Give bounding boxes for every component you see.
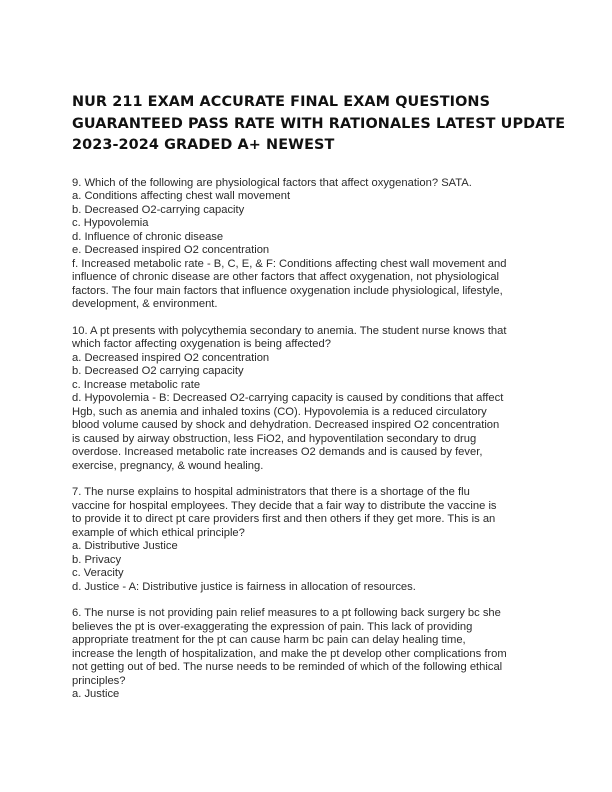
answer-rationale: d. Hypovolemia - B: Decreased O2-carrying capacity is caused by conditions that affect: [72, 392, 504, 405]
question-text: 9. Which of the following are physiological factors that affect oxygenation? SATA.: [72, 177, 472, 189]
title-line: GUARANTEED PASS RATE WITH RATIONALES LATEST UPDATE: [72, 115, 566, 132]
answer-rationale: is caused by airway obstruction, less FiO2, and hypoventilation secondary to drug: [72, 432, 477, 445]
answer-option: c. Increase metabolic rate: [72, 378, 201, 391]
answer-rationale: influence of chronic disease are other factors that affect oxygenation, not physiological: [72, 271, 500, 284]
question-text: example of which ethical principle?: [72, 526, 245, 539]
question-text: to provide it to direct pt care providers first and then others if they get more. This is an: [72, 513, 496, 526]
answer-option: a. Distributive Justice: [72, 540, 178, 553]
answer-option: b. Privacy: [72, 553, 122, 566]
answer-option: a. Decreased inspired O2 concentration: [72, 351, 270, 364]
answer-option: c. Hypovolemia: [72, 217, 149, 230]
question-text: principles?: [72, 674, 126, 687]
question-text: increase the length of hospitalization, and make the pt develop other complications from: [72, 647, 507, 660]
answer-rationale: factors. The four main factors that influence oxygenation include physiological, lifestyle,: [72, 284, 503, 297]
question-block: [72, 486, 542, 594]
question-text: believes the pt is over-exaggerating the expression of pain. This lack of providing: [72, 620, 473, 633]
answer-option: c. Veracity: [72, 567, 124, 580]
paragraph-gap: [72, 312, 542, 325]
question-text: vaccine for hospital employees. They decide that a fair way to distribute the vaccine is: [72, 499, 497, 512]
question-text: not getting out of bed. The nurse needs to be reminded of which of the following ethical: [72, 661, 503, 674]
answer-option: e. Decreased inspired O2 concentration: [72, 244, 270, 257]
paragraph-gap: [72, 473, 542, 486]
answer-option: b. Decreased O2 carrying capacity: [72, 365, 244, 378]
answer-option: a. Conditions affecting chest wall movement: [72, 190, 291, 203]
answer-rationale: f. Increased metabolic rate - B, C, E, & F: Conditions affecting chest wall movement and: [72, 257, 507, 270]
answer-rationale: Hgb, such as anemia and inhaled toxins (CO). Hypovolemia is a reduced circulatory: [72, 405, 487, 418]
answer-rationale: d. Justice - A: Distributive justice is fairness in allocation of resources.: [72, 580, 416, 593]
answer-rationale: development, & environment.: [72, 298, 218, 311]
answer-option: d. Influence of chronic disease: [72, 230, 224, 243]
answer-rationale: exercise, pregnancy, & wound healing.: [72, 459, 264, 472]
question-text: 10. A pt presents with polycythemia secondary to anemia. The student nurse knows that: [72, 324, 507, 337]
question-block: [72, 607, 542, 701]
answer-rationale: overdose. Increased metabolic rate increases O2 demands and is caused by fever,: [72, 446, 483, 459]
document-body: [72, 177, 542, 702]
question-text: which factor affecting oxygenation is being affected?: [72, 338, 331, 351]
paragraph-gap: [72, 594, 542, 607]
title-line: 2023-2024 GRADED A+ NEWEST: [72, 137, 335, 153]
question-text: 6. The nurse is not providing pain relief measures to a pt following back surgery bc she: [72, 607, 501, 620]
document-title: [72, 92, 566, 157]
answer-rationale: blood volume caused by shock and dehydration. Decreased inspired O2 concentration: [72, 419, 500, 432]
title-line: NUR 211 EXAM ACCURATE FINAL EXAM QUESTIONS: [72, 94, 491, 110]
answer-option: b. Decreased O2-carrying capacity: [72, 203, 245, 216]
answer-option: a. Justice: [72, 688, 120, 701]
question-block: [72, 177, 542, 312]
question-text: 7. The nurse explains to hospital administrators that there is a shortage of the flu: [72, 486, 470, 499]
question-text: appropriate treatment for the pt can cause harm bc pain can delay healing time,: [72, 634, 466, 647]
question-block: [72, 325, 542, 473]
